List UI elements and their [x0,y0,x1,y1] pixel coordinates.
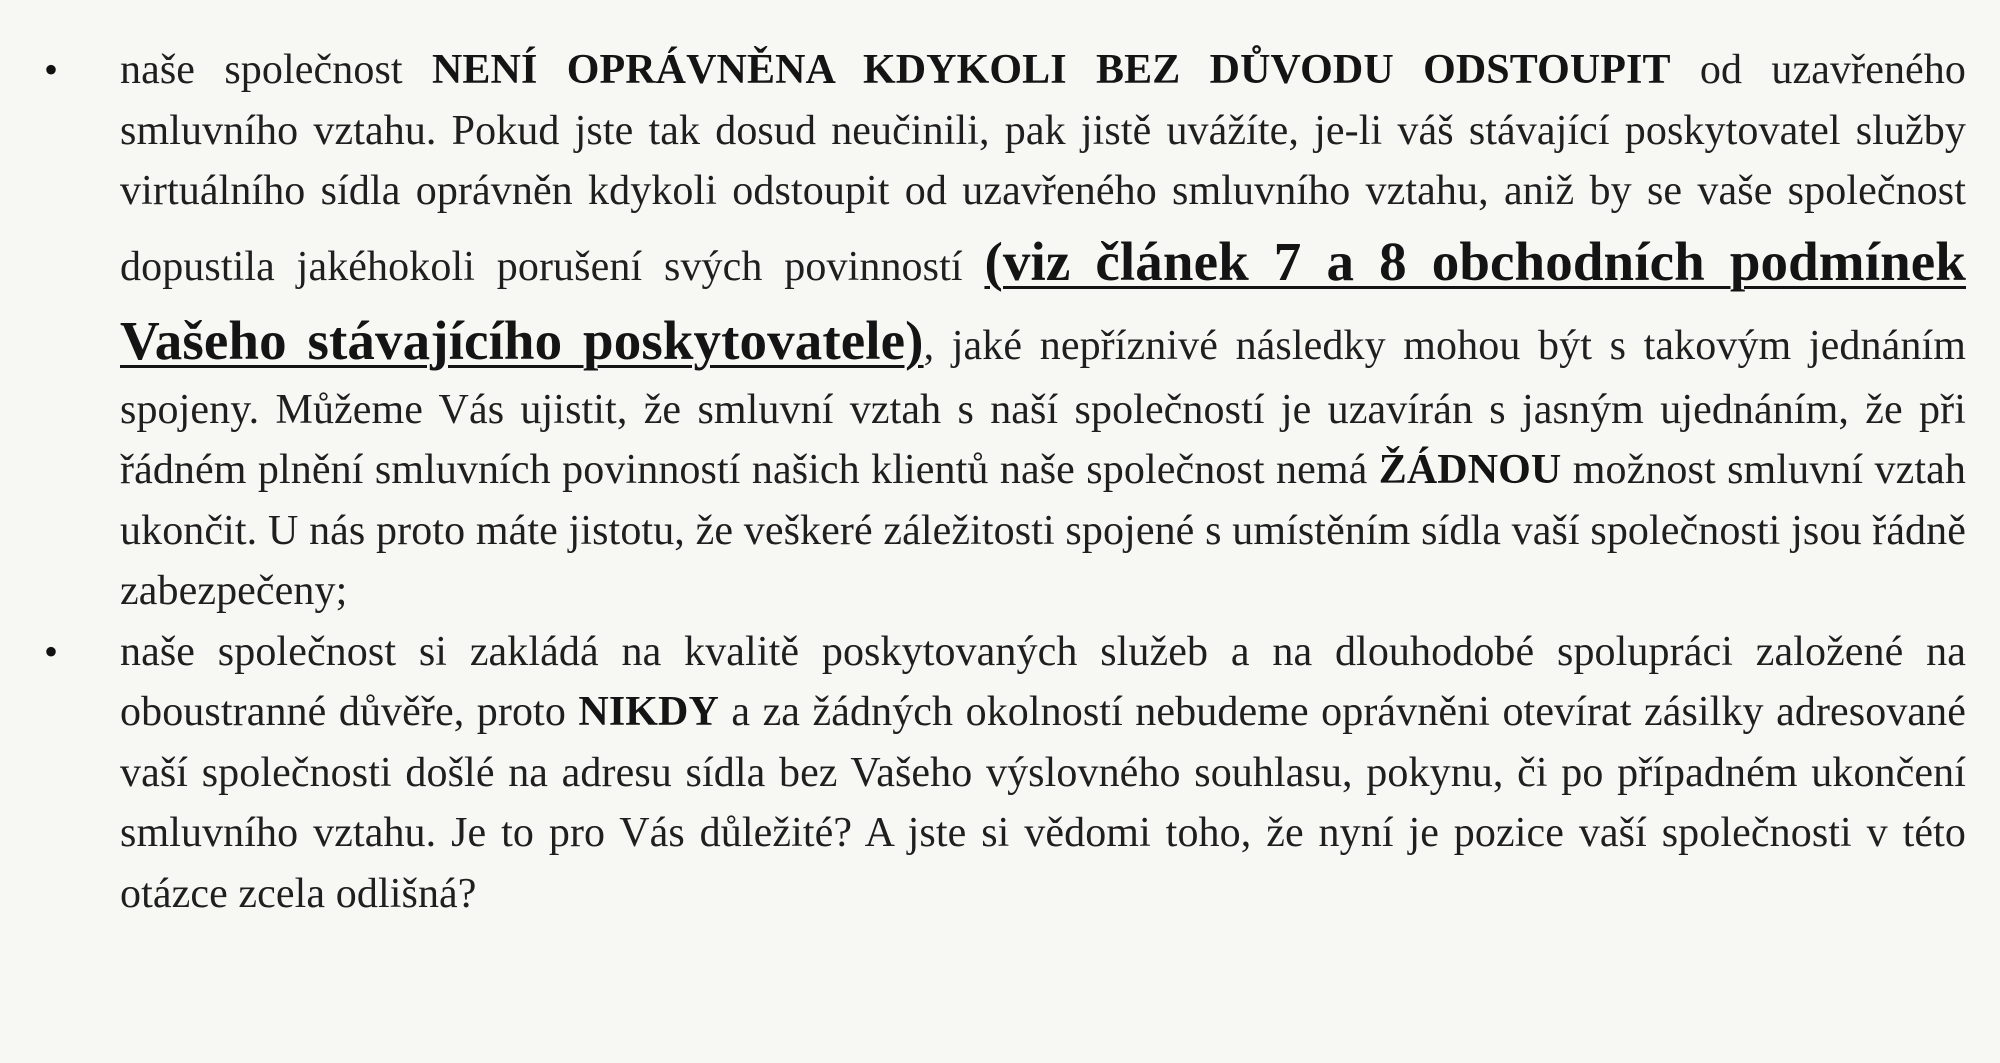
text-segment: , jaké nepříznivé následky mohou být s takovým jednáním spojeny. Můžeme Vás ujistit, že smluvní vztah s naší společností je uzavírán s jasným ujednáním, že při řádném plnění smluvních povinností našich klientů naše společnost nemá [120,322,1966,493]
bullet-list [34,40,1966,924]
emphasis-not-entitled: NENÍ OPRÁVNĚNA KDYKOLI BEZ DŮVODU ODSTOUPIT [431,47,1671,93]
text-segment: a za žádných okolností nebudeme oprávněni otevírat zásilky adresované vaší společnosti došlé na adresu sídla bez Vašeho výslovného souhlasu, pokynu, či po případném ukončení smluvního vztahu. Je to pro Vás důležité? A jste si vědomi toho, že nyní je pozice vaší společnosti v této otázce zcela odlišná? [120,689,1967,917]
bullet-point-icon: • [44,628,59,674]
text-segment: od uzavřeného smluvního vztahu. Pokud jste tak dosud neučinili, pak jistě uvážíte, je-li váš stávající poskytovatel služby virtuálního sídla oprávněn kdykoli odstoupit od uzavřeného smluvního vztahu, aniž by se vaše společnost dopustila jakéhokoli porušení svých povinností [120,47,1966,290]
list-item-termination [34,40,1966,622]
text-segment: naše společnost [120,47,432,93]
text-segment: naše společnost si zakládá na kvalitě poskytovaných služeb a na dlouhodobé spolupráci založené na oboustranné důvěře, proto [120,628,1966,735]
emphasis-none: ŽÁDNOU [1378,447,1562,493]
list-item-mail [34,622,1966,925]
text-segment: možnost smluvní vztah ukončit. U nás proto máte jistotu, že veškeré záležitosti spojené s umístěním sídla vaší společnosti jsou řádně zabezpečeny; [120,447,1966,614]
paragraph-termination [120,40,1966,622]
paragraph-mail [120,622,1966,925]
emphasis-never: NIKDY [578,689,719,735]
terms-reference: (viz článek 7 a 8 obchodních podmínek Vašeho stávajícího poskytovatele) [120,230,1966,371]
bullet-point-icon: • [44,47,59,92]
